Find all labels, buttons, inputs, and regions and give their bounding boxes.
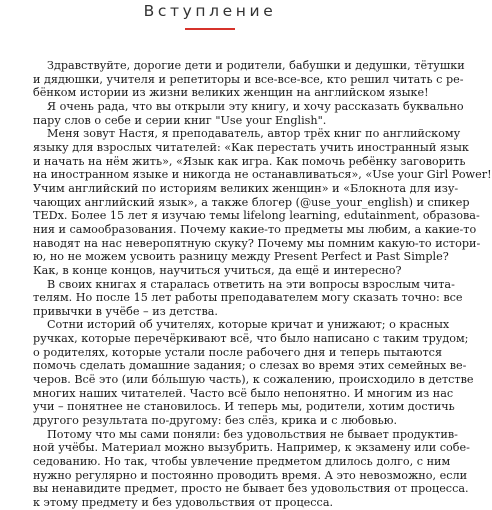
text-line: и начать на нём жить», «Язык как игра. Как помочь ребёнку заговорить xyxy=(33,154,466,168)
text-line: вы ненавидите предмет, просто не бывает без удовольствия от процесса. xyxy=(33,482,469,496)
text-line: языку для взрослых читателей: «Как перестать учить иностранный язык xyxy=(33,140,469,154)
text-line: на иностранном языке и никогда не останавливаться», «Use your Girl Power! xyxy=(33,168,492,182)
heading-underline xyxy=(185,28,235,30)
text-line: черов. Всё это (или бо́льшую часть), к сожалению, происходило в детстве xyxy=(33,373,474,387)
text-line: телям. Но после 15 лет работы преподавателем могу сказать точно: все xyxy=(33,291,463,305)
text-line: нужно регулярно и постоянно проводить время. А это невозможно, если xyxy=(33,468,468,482)
text-line: к этому предмету и без удовольствия от процесса. xyxy=(33,496,334,509)
text-line: Меня зовут Настя, я преподаватель, автор трёх книг по английскому xyxy=(47,127,461,141)
text-line: Потому что мы сами поняли: без удовольствия не бывает продуктив- xyxy=(47,427,458,441)
text-line: другого результата по-другому: без слёз, крика и с любовью. xyxy=(33,414,398,428)
text-line: Я очень рада, что вы открыли эту книгу, и хочу рассказать буквально xyxy=(47,99,464,113)
text-line: и дядюшки, учителя и репетиторы и все-все-все, кто решил читать с ре- xyxy=(33,72,464,86)
text-line: ной учёбы. Материал можно вызубрить. Например, к экзамену или собе- xyxy=(33,441,470,455)
paragraph xyxy=(33,99,464,127)
text-line: помочь сделать домашние задания; о слезах во время этих семейных ве- xyxy=(33,359,467,373)
text-line: учи – понятнее не становилось. И теперь мы, родители, хотим достичь xyxy=(33,400,455,414)
paragraph xyxy=(33,318,474,428)
text-line: седованию. Но так, чтобы увлечение предметом длилось долго, с ним xyxy=(33,455,451,469)
paragraph xyxy=(33,427,470,510)
text-line: ния и самообразования. Почему какие-то предметы мы любим, а какие-то xyxy=(33,222,477,236)
chapter-heading: Вступление xyxy=(143,2,277,20)
text-line: Здравствуйте, дорогие дети и родители, бабушки и дедушки, тётушки xyxy=(47,59,465,72)
text-line: ю, но не можем усвоить разницу между Present Perfect и Past Simple? xyxy=(33,250,449,264)
text-line: пару слов о себе и серии книг "Use your English". xyxy=(33,113,327,127)
text-line: наводят на нас неверопятную скуку? Почему мы помним какую-то истори- xyxy=(33,236,481,250)
text-line: Как, в конце концов, научиться учиться, да ещё и интересно? xyxy=(33,263,402,277)
paragraph xyxy=(33,127,492,277)
text-line: многих наших читателей. Часто всё было непонятно. И многим из нас xyxy=(33,386,454,400)
text-line: о родителях, которые устали после рабочего дня и теперь пытаются xyxy=(33,345,443,359)
text-line: TEDx. Более 15 лет я изучаю темы lifelong learning, edutainment, образова- xyxy=(33,209,480,223)
text-line: Сотни историй об учителях, которые кричат и унижают; о красных xyxy=(47,318,450,332)
text-line: В своих книгах я старалась ответить на эти вопросы взрослым чита- xyxy=(47,277,455,291)
text-line: Учим английский по историям великих женщин» и «Блокнота для изу- xyxy=(33,181,459,195)
text-line: привычки в учёбе – из детства. xyxy=(33,304,218,318)
text-line: ручках, которые перечёркивают всё, что было написано с таким трудом; xyxy=(33,332,469,346)
text-line: чающих английский язык», а также блогер (@use_your_english) и спикер xyxy=(33,195,470,209)
paragraph xyxy=(33,277,463,319)
body-text xyxy=(33,59,492,510)
text-line: бёнком истории из жизни великих женщин на английском языке! xyxy=(33,86,429,100)
paragraph xyxy=(33,59,465,100)
